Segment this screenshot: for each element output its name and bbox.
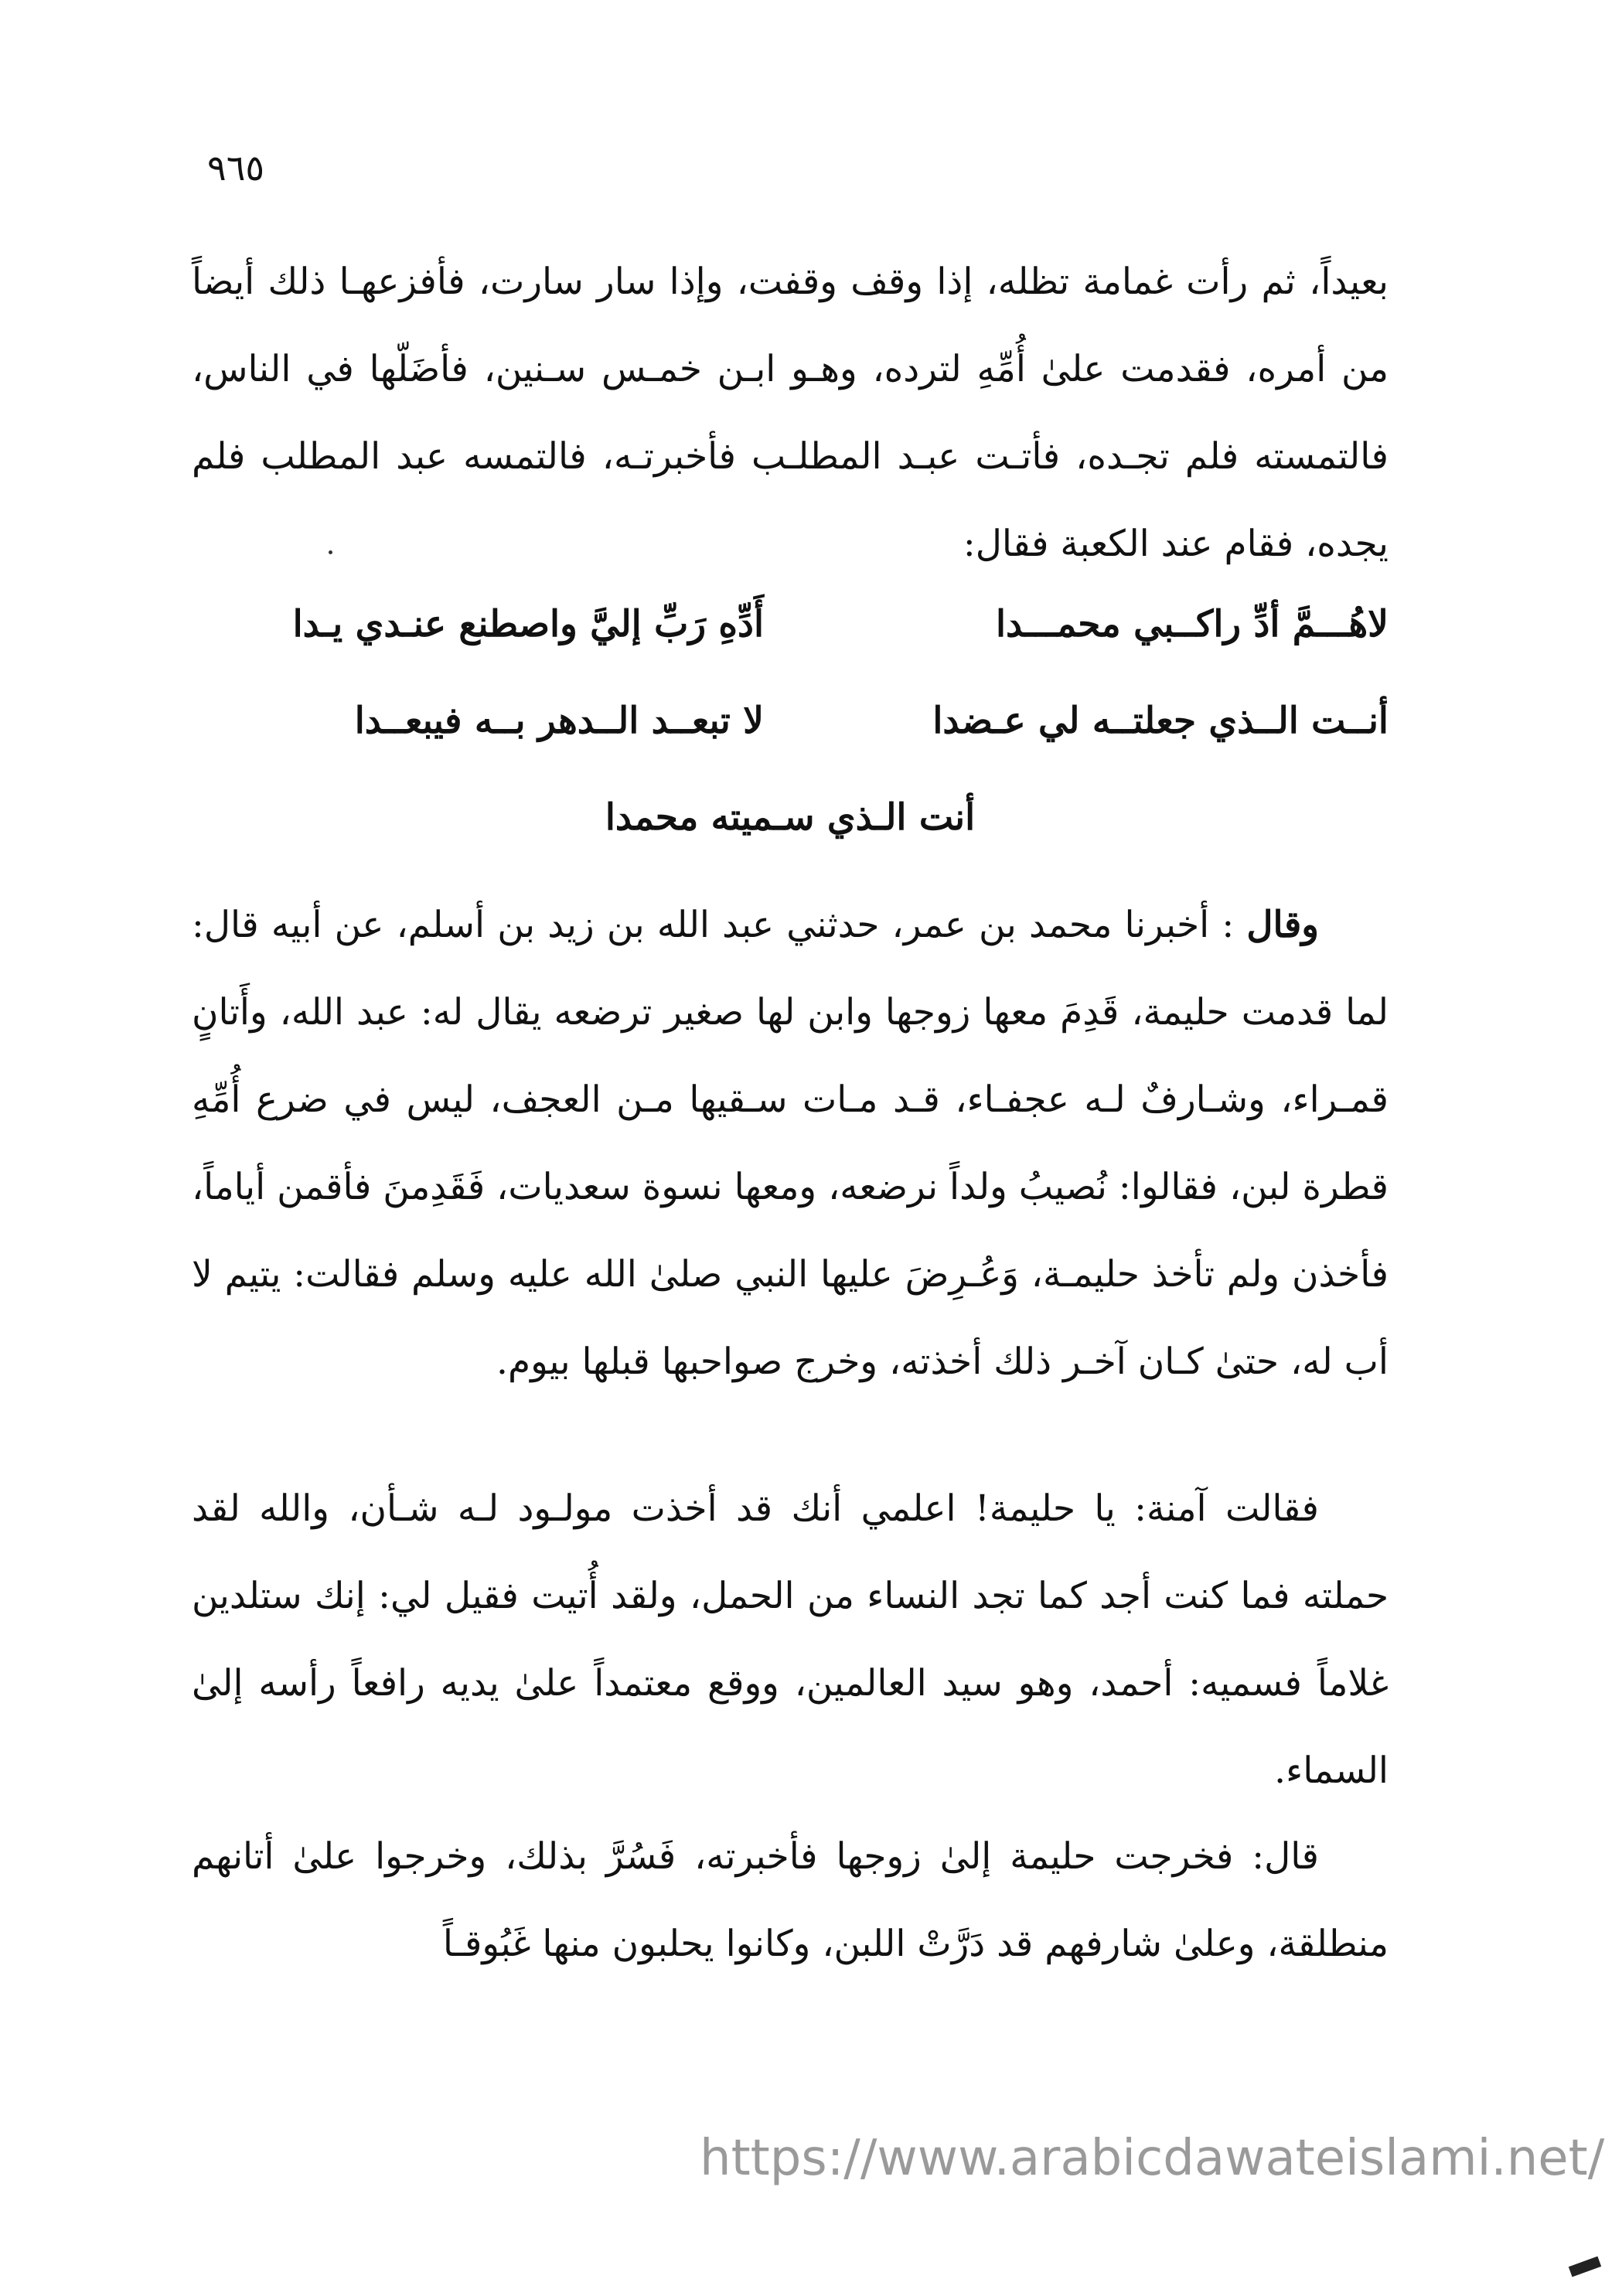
poem-verse-2: [192, 700, 1389, 777]
paragraph-4-text: قال: فخرجت حليمة إلىٰ زوجها فأخبرته، فَسُرَّ بذلك، وخرجوا علىٰ أتانهم منطلقة، وعلىٰ شارفهم قد دَرَّتْ اللبن، وكانوا يحلبون منها غَبُوقـاً: [192, 1835, 1389, 1965]
paragraph-2: [192, 881, 1389, 1405]
poem-verse-1: [192, 603, 1389, 680]
paragraph-4: [192, 1813, 1389, 1988]
paragraph-3-text: فقالت آمنة: يا حليمة! اعلمي أنك قد أخذت مولـود لـه شـأن، والله لقد حملته فما كنت أجد كما تجد النساء من الحمل، ولقد أُتيت فقيل لي: إنك ستلدين غلاماً فسميه: أحمد، وهو سيد العالمين، ووقع معتمداً علىٰ يديه رافعاً رأسه إلىٰ السماء.: [192, 1487, 1389, 1792]
website-watermark: https://www.arabicdawateislami.net/: [700, 2130, 1605, 2187]
paragraph-1-text: بعيداً، ثم رأت غمامة تظله، إذا وقف وقفت، وإذا سار سارت، فأفزعهـا ذلك أيضاً من أمره، فقدمت علىٰ أُمِّهِ لترده، وهـو ابـن خمـس سـنين، فأضَلّها في الناس، فالتمسته فلم تجـده، فأتـت عبـد المطلـب فأخبرتـه، فالتمسه عبد المطلب فلم يجده، فقام عند الكعبة فقال:: [192, 261, 1389, 565]
paragraph-2-body: : أخبرنا محمد بن عمر، حدثني عبد الله بن زيد بن أسلم، عن أبيه قال: لما قدمت حليمة، قَدِمَ معها زوجها وابن لها صغير ترضعه يقال له: عبد الله، وأَتانٍ قمـراء، وشـارفٌ لـه عجفـاء، قـد مـات سـقيها مـن العجف، ليس في ضرع أُمِّهِ قطرة لبن، فقالوا: نُصيبُ ولداً نرضعه، ومعها نسوة سعديات، فَقَدِمنَ فأقمن أياماً، فأخذن ولم تأخذ حليمـة، وَعُـرِضَ عليها النبي صلىٰ الله عليه وسلم فقالت: يتيم لا أب له، حتىٰ كـان آخـر ذلك أخذته، وخرج صواحبها قبلها بيوم.: [192, 904, 1389, 1383]
paragraph-2-lead: وقال: [1246, 904, 1319, 946]
scan-speck: [329, 550, 332, 554]
paragraph-3: [192, 1465, 1389, 1814]
page-number: ٩٦٥: [207, 147, 265, 189]
poem-verse-1-first-hemistich: لاهُـــمَّ أدِّ راكــبي محمـــدا: [995, 603, 1389, 646]
poem-verse-1-second-hemistich: أَدِّهِ رَبِّ إليَّ واصطنع عنـدي يـدا: [292, 603, 764, 646]
paragraph-1: [192, 238, 1389, 588]
scan-corner-mark: [1569, 2257, 1601, 2277]
poem-verse-2-second-hemistich: لا تبعــد الــدهر بــه فيبعــدا: [354, 700, 764, 742]
poem-verse-3: أنت الـذي سـميته محمدا: [605, 796, 976, 839]
poem-verse-2-first-hemistich: أنــت الــذي جعلتــه لي عـضدا: [932, 700, 1389, 742]
paragraph-2-text: [192, 881, 1389, 1405]
